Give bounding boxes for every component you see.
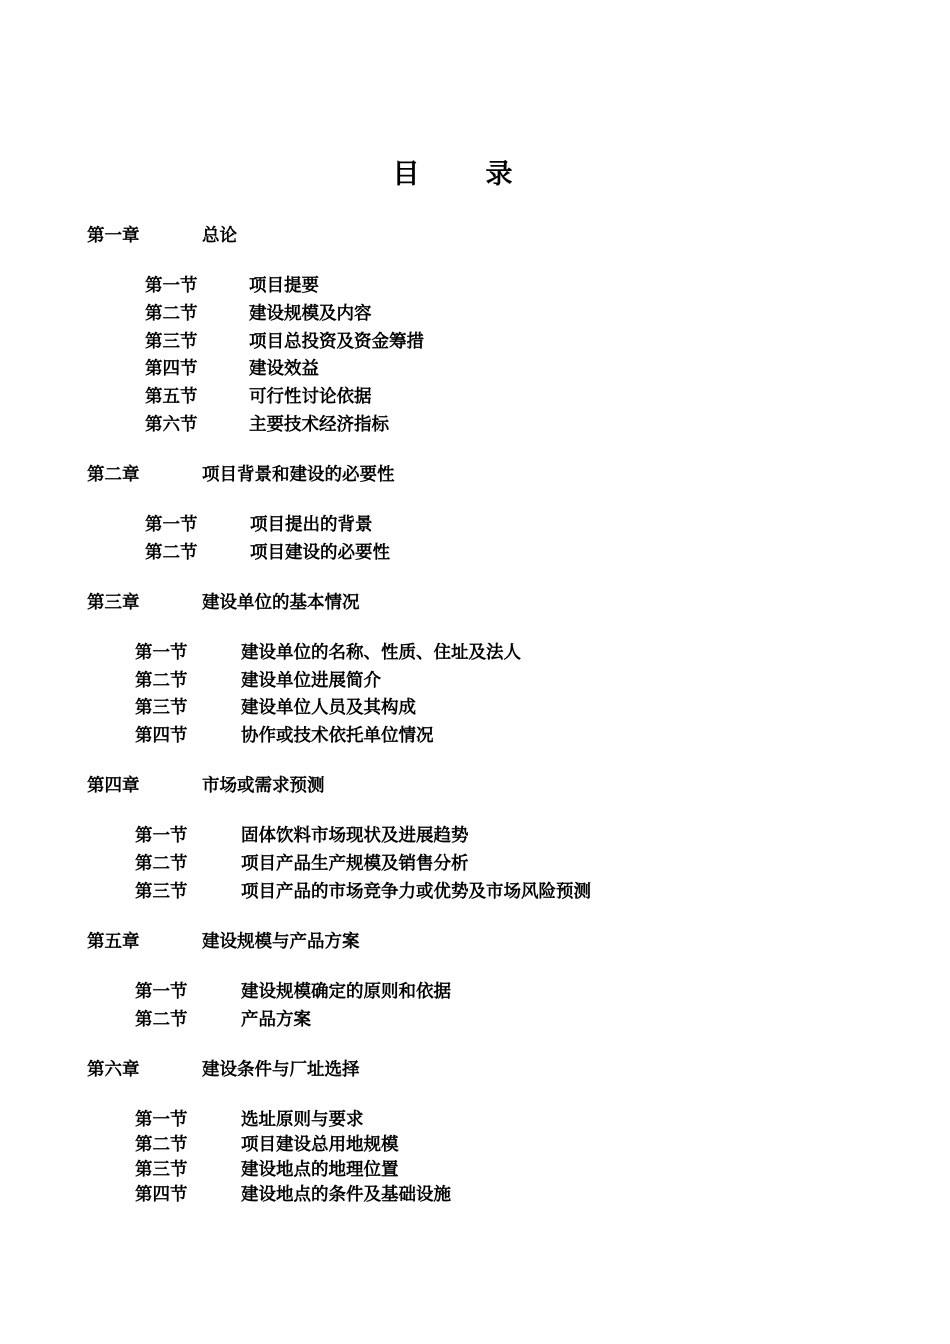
- section-title: 项目提要: [249, 276, 319, 296]
- section-title: 建设规模及内容: [249, 304, 372, 324]
- section-title: 主要技术经济指标: [249, 415, 389, 435]
- chapter-title: 建设规模与产品方案: [202, 932, 360, 952]
- section-number: 第二节: [145, 304, 198, 324]
- section-title: 协作或技术依托单位情况: [241, 726, 434, 746]
- section-number: 第一节: [135, 1110, 188, 1130]
- section-number: 第二节: [145, 543, 198, 563]
- section-number: 第二节: [135, 1135, 188, 1155]
- section-title: 项目产品生产规模及销售分析: [241, 854, 469, 874]
- section-number: 第一节: [135, 982, 188, 1002]
- section-title: 固体饮料市场现状及进展趋势: [241, 826, 469, 846]
- section-number: 第一节: [145, 515, 198, 535]
- chapter-number: 第六章: [87, 1060, 140, 1080]
- section-title: 可行性讨论依据: [249, 387, 372, 407]
- section-title: 产品方案: [241, 1010, 311, 1030]
- section-number: 第一节: [135, 643, 188, 663]
- section-title: 建设规模确定的原则和依据: [241, 982, 451, 1002]
- toc-title-part1: 目: [392, 159, 420, 190]
- toc-title-part2: 录: [485, 159, 513, 190]
- section-number: 第三节: [135, 882, 188, 902]
- section-number: 第三节: [145, 332, 198, 352]
- chapter-number: 第二章: [87, 465, 140, 485]
- section-number: 第三节: [135, 1160, 188, 1180]
- section-number: 第五节: [145, 387, 198, 407]
- section-title: 项目产品的市场竞争力或优势及市场风险预测: [241, 882, 591, 902]
- toc-title: [0, 152, 905, 191]
- section-number: 第三节: [135, 698, 188, 718]
- section-number: 第四节: [135, 1185, 188, 1205]
- section-title: 建设地点的条件及基础设施: [241, 1185, 451, 1205]
- section-title: 建设单位的名称、性质、住址及法人: [241, 643, 521, 663]
- section-title: 建设单位进展简介: [241, 671, 381, 691]
- section-title: 建设单位人员及其构成: [241, 698, 416, 718]
- section-number: 第一节: [135, 826, 188, 846]
- section-number: 第二节: [135, 854, 188, 874]
- chapter-title: 建设条件与厂址选择: [202, 1060, 360, 1080]
- chapter-title: 项目背景和建设的必要性: [202, 465, 395, 485]
- section-title: 建设效益: [249, 359, 319, 379]
- section-number: 第一节: [145, 276, 198, 296]
- chapter-title: 总论: [202, 226, 237, 246]
- section-number: 第二节: [135, 1010, 188, 1030]
- chapter-title: 建设单位的基本情况: [202, 593, 360, 613]
- chapter-number: 第五章: [87, 932, 140, 952]
- section-title: 项目总投资及资金筹措: [249, 332, 424, 352]
- section-number: 第四节: [145, 359, 198, 379]
- section-title: 项目建设总用地规模: [241, 1135, 399, 1155]
- section-number: 第二节: [135, 671, 188, 691]
- section-number: 第四节: [135, 726, 188, 746]
- chapter-number: 第三章: [87, 593, 140, 613]
- chapter-number: 第一章: [87, 226, 140, 246]
- chapter-title: 市场或需求预测: [202, 776, 325, 796]
- section-title: 项目提出的背景: [250, 515, 373, 535]
- section-title: 建设地点的地理位置: [241, 1160, 399, 1180]
- section-title: 选址原则与要求: [241, 1110, 364, 1130]
- chapter-number: 第四章: [87, 776, 140, 796]
- section-title: 项目建设的必要性: [250, 543, 390, 563]
- section-number: 第六节: [145, 415, 198, 435]
